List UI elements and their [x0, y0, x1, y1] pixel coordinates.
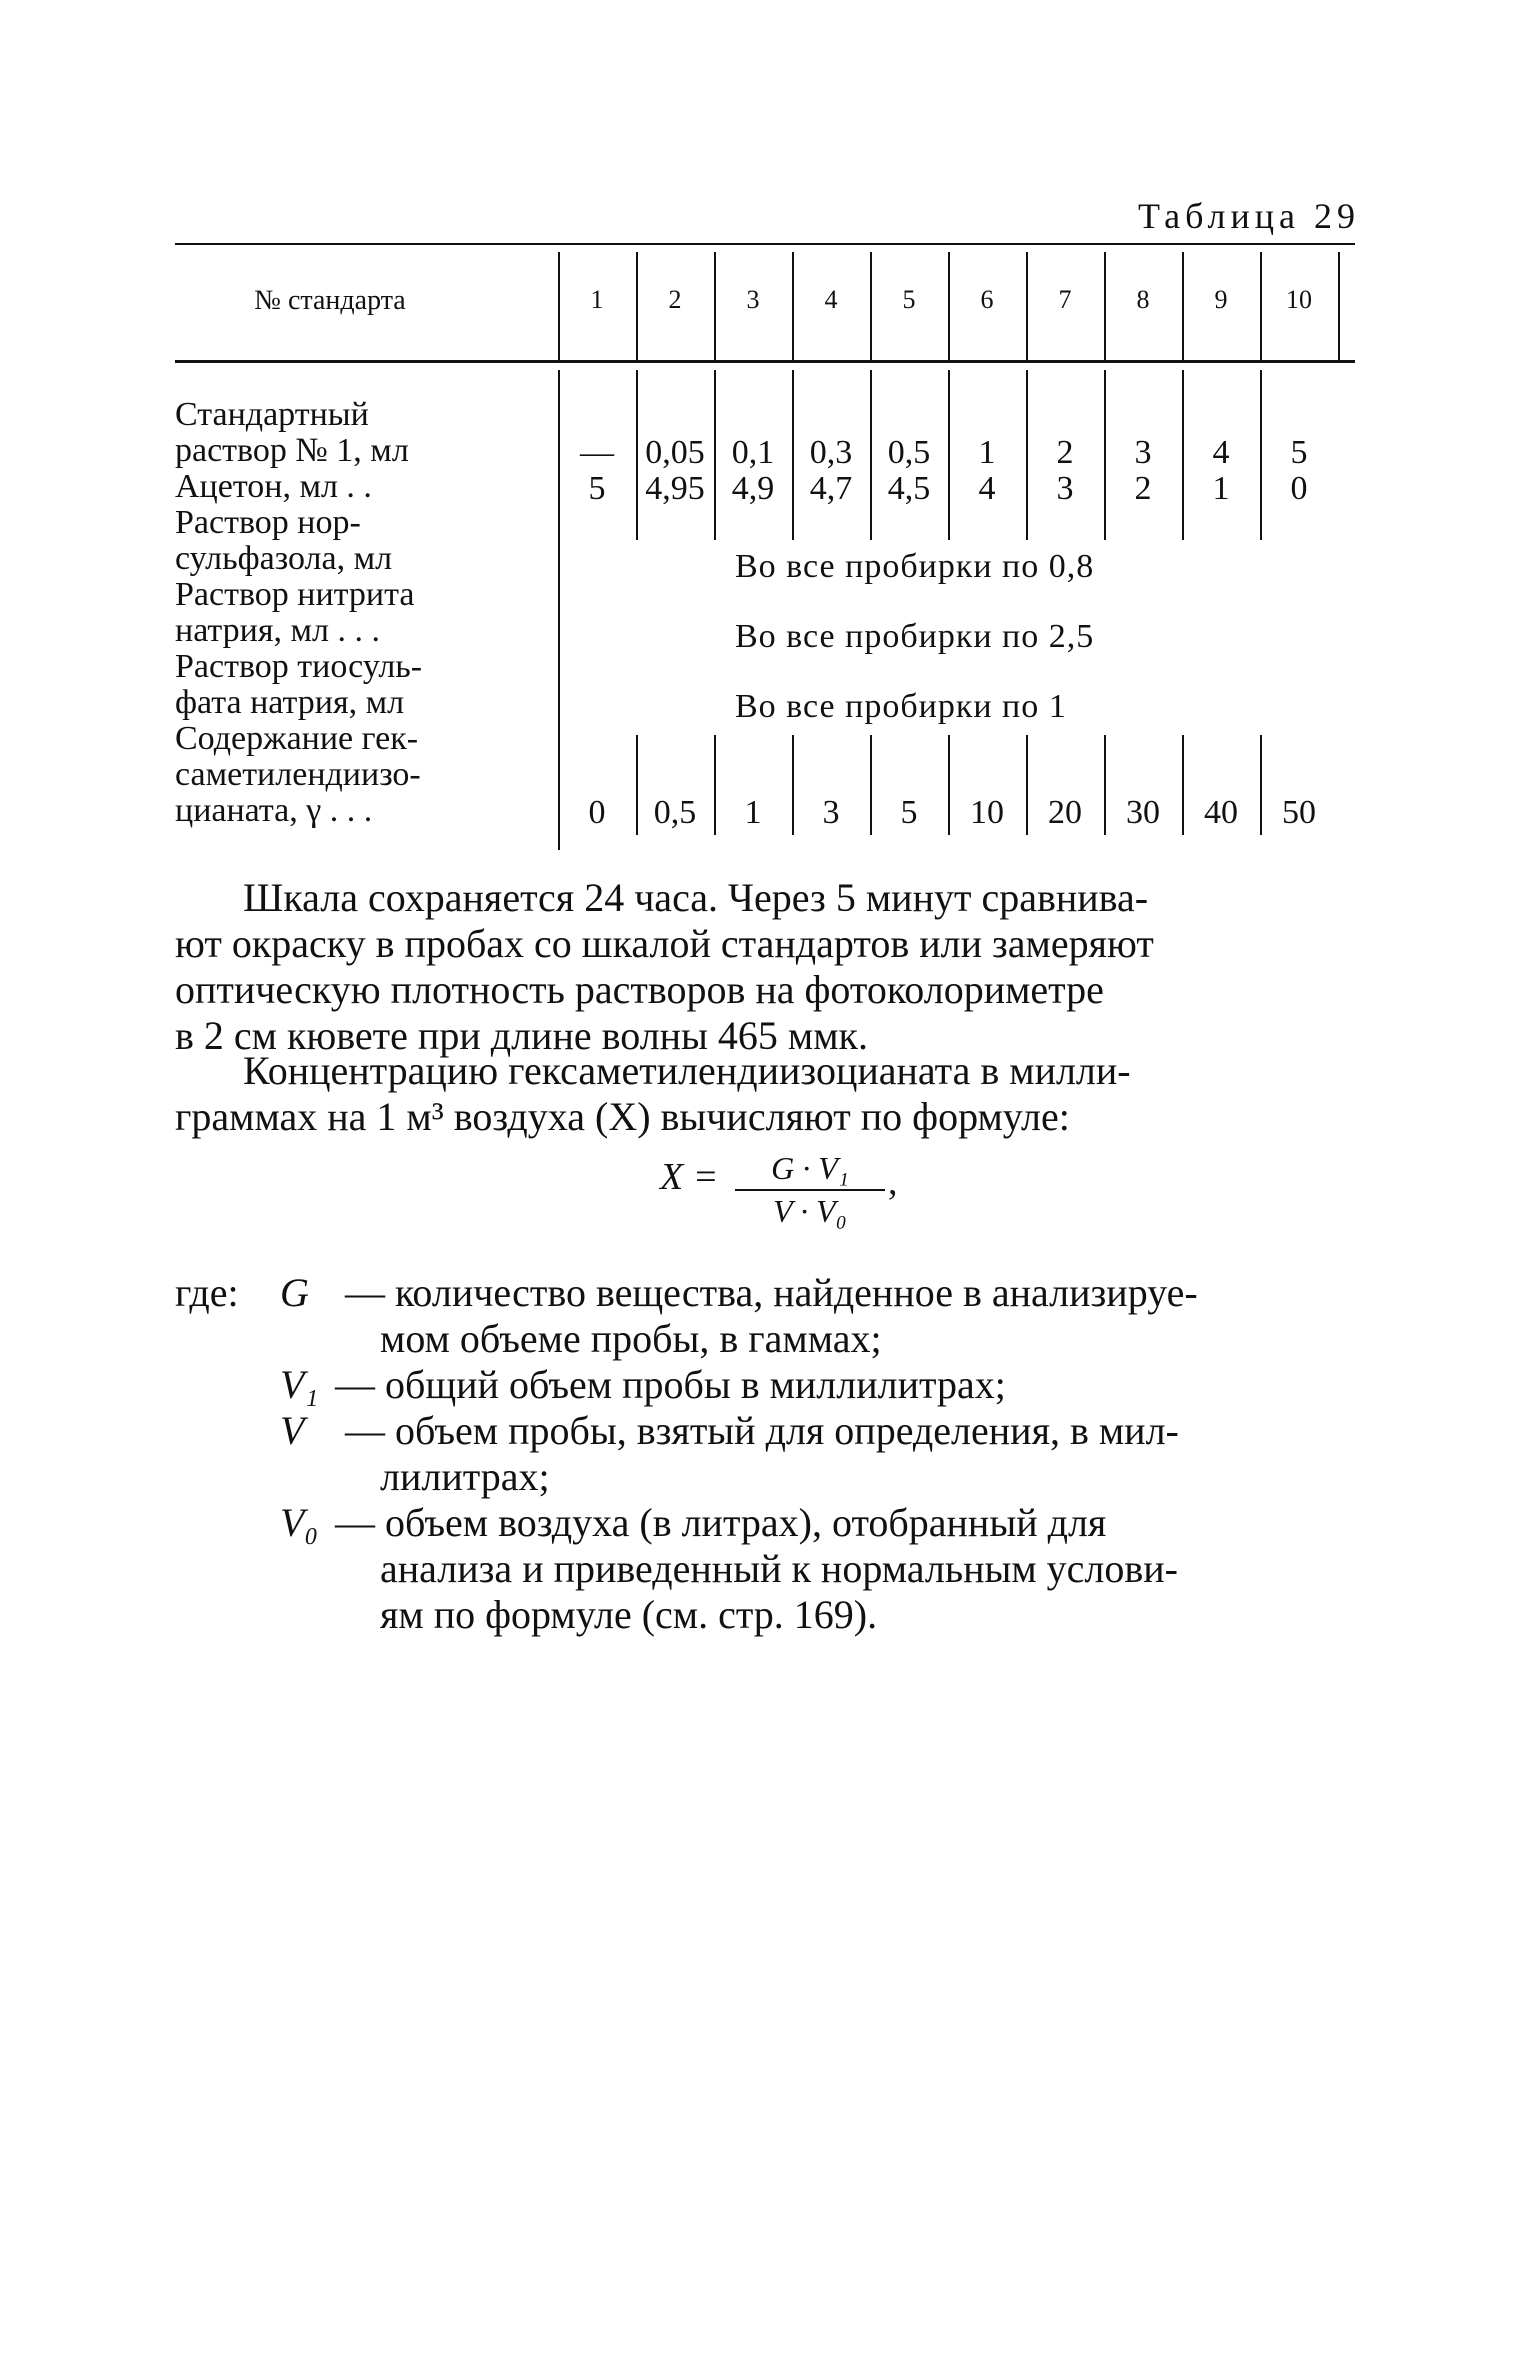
- row-label-standard-1: Стандартный: [175, 396, 369, 433]
- definition-v0-line: анализа и приведенный к нормальным услови-: [380, 1546, 1178, 1591]
- header-column-divider: [792, 252, 794, 360]
- row-label-content-1: Содержание гек-: [175, 720, 419, 757]
- definition-g-line: — количество вещества, найденное в анализируе-: [345, 1270, 1198, 1315]
- table-header-rule: [175, 360, 1355, 363]
- standard-value-cell: 0,05: [645, 434, 705, 471]
- column-header: 4: [824, 285, 838, 314]
- table-caption: Таблица 29: [1138, 196, 1360, 236]
- symbol-v0: V₀: [280, 1500, 319, 1545]
- definition-v-line: — объем пробы, взятый для определения, в мил-: [345, 1408, 1179, 1453]
- symbol-g: G: [280, 1270, 309, 1315]
- row-label-nitrite-2: натрия, мл . . .: [175, 612, 380, 649]
- formula-lhs: X =: [660, 1156, 719, 1198]
- column-header: 6: [980, 285, 994, 314]
- column-header: 8: [1136, 285, 1150, 314]
- content-value-cell: 3: [822, 794, 840, 831]
- header-standard-number: № стандарта: [254, 285, 406, 316]
- symbol-v: V: [280, 1408, 305, 1453]
- acetone-value-cell: 4: [978, 470, 996, 507]
- content-value-cell: 40: [1204, 794, 1238, 831]
- formula-denominator: V · V₀: [773, 1193, 847, 1229]
- thiosulfate-all-tubes: Во все пробирки по 1: [735, 688, 1067, 725]
- standard-value-cell: —: [580, 434, 614, 471]
- acetone-value-cell: 5: [588, 470, 606, 507]
- row-label-nitrite-1: Раствор нитрита: [175, 576, 415, 613]
- header-column-divider: [1182, 252, 1184, 360]
- standard-value-cell: 3: [1134, 434, 1152, 471]
- definition-v0-line: ям по формуле (см. стр. 169).: [380, 1592, 878, 1637]
- definition-v1-line: — общий объем пробы в миллилитрах;: [335, 1362, 1006, 1407]
- header-column-divider: [714, 252, 716, 360]
- definition-g-line: мом объеме пробы, в гаммах;: [380, 1316, 882, 1361]
- header-column-divider: [558, 252, 560, 360]
- acetone-value-cell: 4,7: [809, 470, 853, 507]
- column-header: 2: [668, 285, 682, 314]
- acetone-value-cell: 4,95: [645, 470, 705, 507]
- paragraph-1-line: Шкала сохраняется 24 часа. Через 5 минут сравнива-: [243, 875, 1149, 920]
- acetone-value-cell: 3: [1056, 470, 1074, 507]
- header-column-divider: [636, 252, 638, 360]
- where-label: где:: [175, 1270, 239, 1315]
- definition-v-line: лилитрах;: [380, 1454, 550, 1499]
- paragraph-2-line: граммах на 1 м³ воздуха (X) вычисляют по формуле:: [175, 1094, 1070, 1139]
- header-column-divider: [948, 252, 950, 360]
- row-label-content-3: цианата, γ . . .: [175, 792, 373, 829]
- standard-value-cell: 0,3: [809, 434, 853, 471]
- paragraph-1: [175, 875, 1360, 1059]
- definition-v0-line: — объем воздуха (в литрах), отобранный для: [335, 1500, 1107, 1545]
- content-value-cell: 1: [744, 794, 762, 831]
- acetone-value-cell: 4,5: [887, 470, 931, 507]
- header-column-divider: [870, 252, 872, 360]
- standard-value-cell: 1: [978, 434, 996, 471]
- formula-fraction: [735, 1150, 885, 1230]
- content-value-cell: 20: [1048, 794, 1082, 831]
- acetone-value-cell: 2: [1134, 470, 1152, 507]
- row-label-norsulfazol-1: Раствор нор-: [175, 504, 361, 541]
- column-header: 10: [1286, 285, 1312, 314]
- acetone-value-cell: 0: [1290, 470, 1308, 507]
- content-value-cell: 0: [588, 794, 606, 831]
- symbol-v1: V₁: [280, 1362, 319, 1407]
- standard-value-cell: 5: [1290, 434, 1308, 471]
- content-value-cell: 50: [1282, 794, 1316, 831]
- table-top-rule: [175, 243, 1355, 245]
- column-header: 5: [902, 285, 916, 314]
- nitrite-all-tubes: Во все пробирки по 2,5: [735, 618, 1095, 655]
- norsulfazol-all-tubes: Во все пробирки по 0,8: [735, 548, 1095, 585]
- content-value-cell: 30: [1126, 794, 1160, 831]
- column-header: 7: [1058, 285, 1072, 314]
- content-value-cell: 10: [970, 794, 1004, 831]
- paragraph-1-line: оптическую плотность растворов на фотоколориметре: [175, 967, 1104, 1012]
- row-label-acetone: Ацетон, мл . .: [175, 468, 372, 505]
- column-header: 3: [746, 285, 760, 314]
- standard-value-cell: 2: [1056, 434, 1074, 471]
- formula-comma: ,: [888, 1161, 898, 1203]
- standard-value-cell: 0,1: [731, 434, 775, 471]
- acetone-value-cell: 1: [1212, 470, 1230, 507]
- header-column-divider: [1026, 252, 1028, 360]
- standard-value-cell: 0,5: [887, 434, 931, 471]
- paragraph-2: [175, 1048, 1360, 1140]
- row-label-content-2: саметилендиизо-: [175, 756, 421, 793]
- header-column-divider: [1260, 252, 1262, 360]
- row-label-thiosulfate-1: Раствор тиосуль-: [175, 648, 423, 685]
- paragraph-2-line: Концентрацию гексаметилендиизоцианата в милли-: [243, 1048, 1131, 1093]
- column-header: 9: [1214, 285, 1228, 314]
- paragraph-1-line: ют окраску в пробах со шкалой стандартов или замеряют: [175, 921, 1154, 966]
- paragraph-1-line: в 2 см кювете при длине волны 465 ммк.: [175, 1013, 868, 1058]
- row-label-thiosulfate-2: фата натрия, мл: [175, 684, 405, 721]
- formula-numerator: G · V₁: [735, 1150, 885, 1191]
- column-header: 1: [590, 285, 604, 314]
- standard-value-cell: 4: [1212, 434, 1230, 471]
- row-label-norsulfazol-2: сульфазола, мл: [175, 540, 393, 577]
- row-label-standard-2: раствор № 1, мл: [175, 432, 409, 469]
- content-value-cell: 0,5: [653, 794, 697, 831]
- header-column-divider: [1104, 252, 1106, 360]
- content-value-cell: 5: [900, 794, 918, 831]
- header-column-divider: [1338, 252, 1340, 360]
- acetone-value-cell: 4,9: [731, 470, 775, 507]
